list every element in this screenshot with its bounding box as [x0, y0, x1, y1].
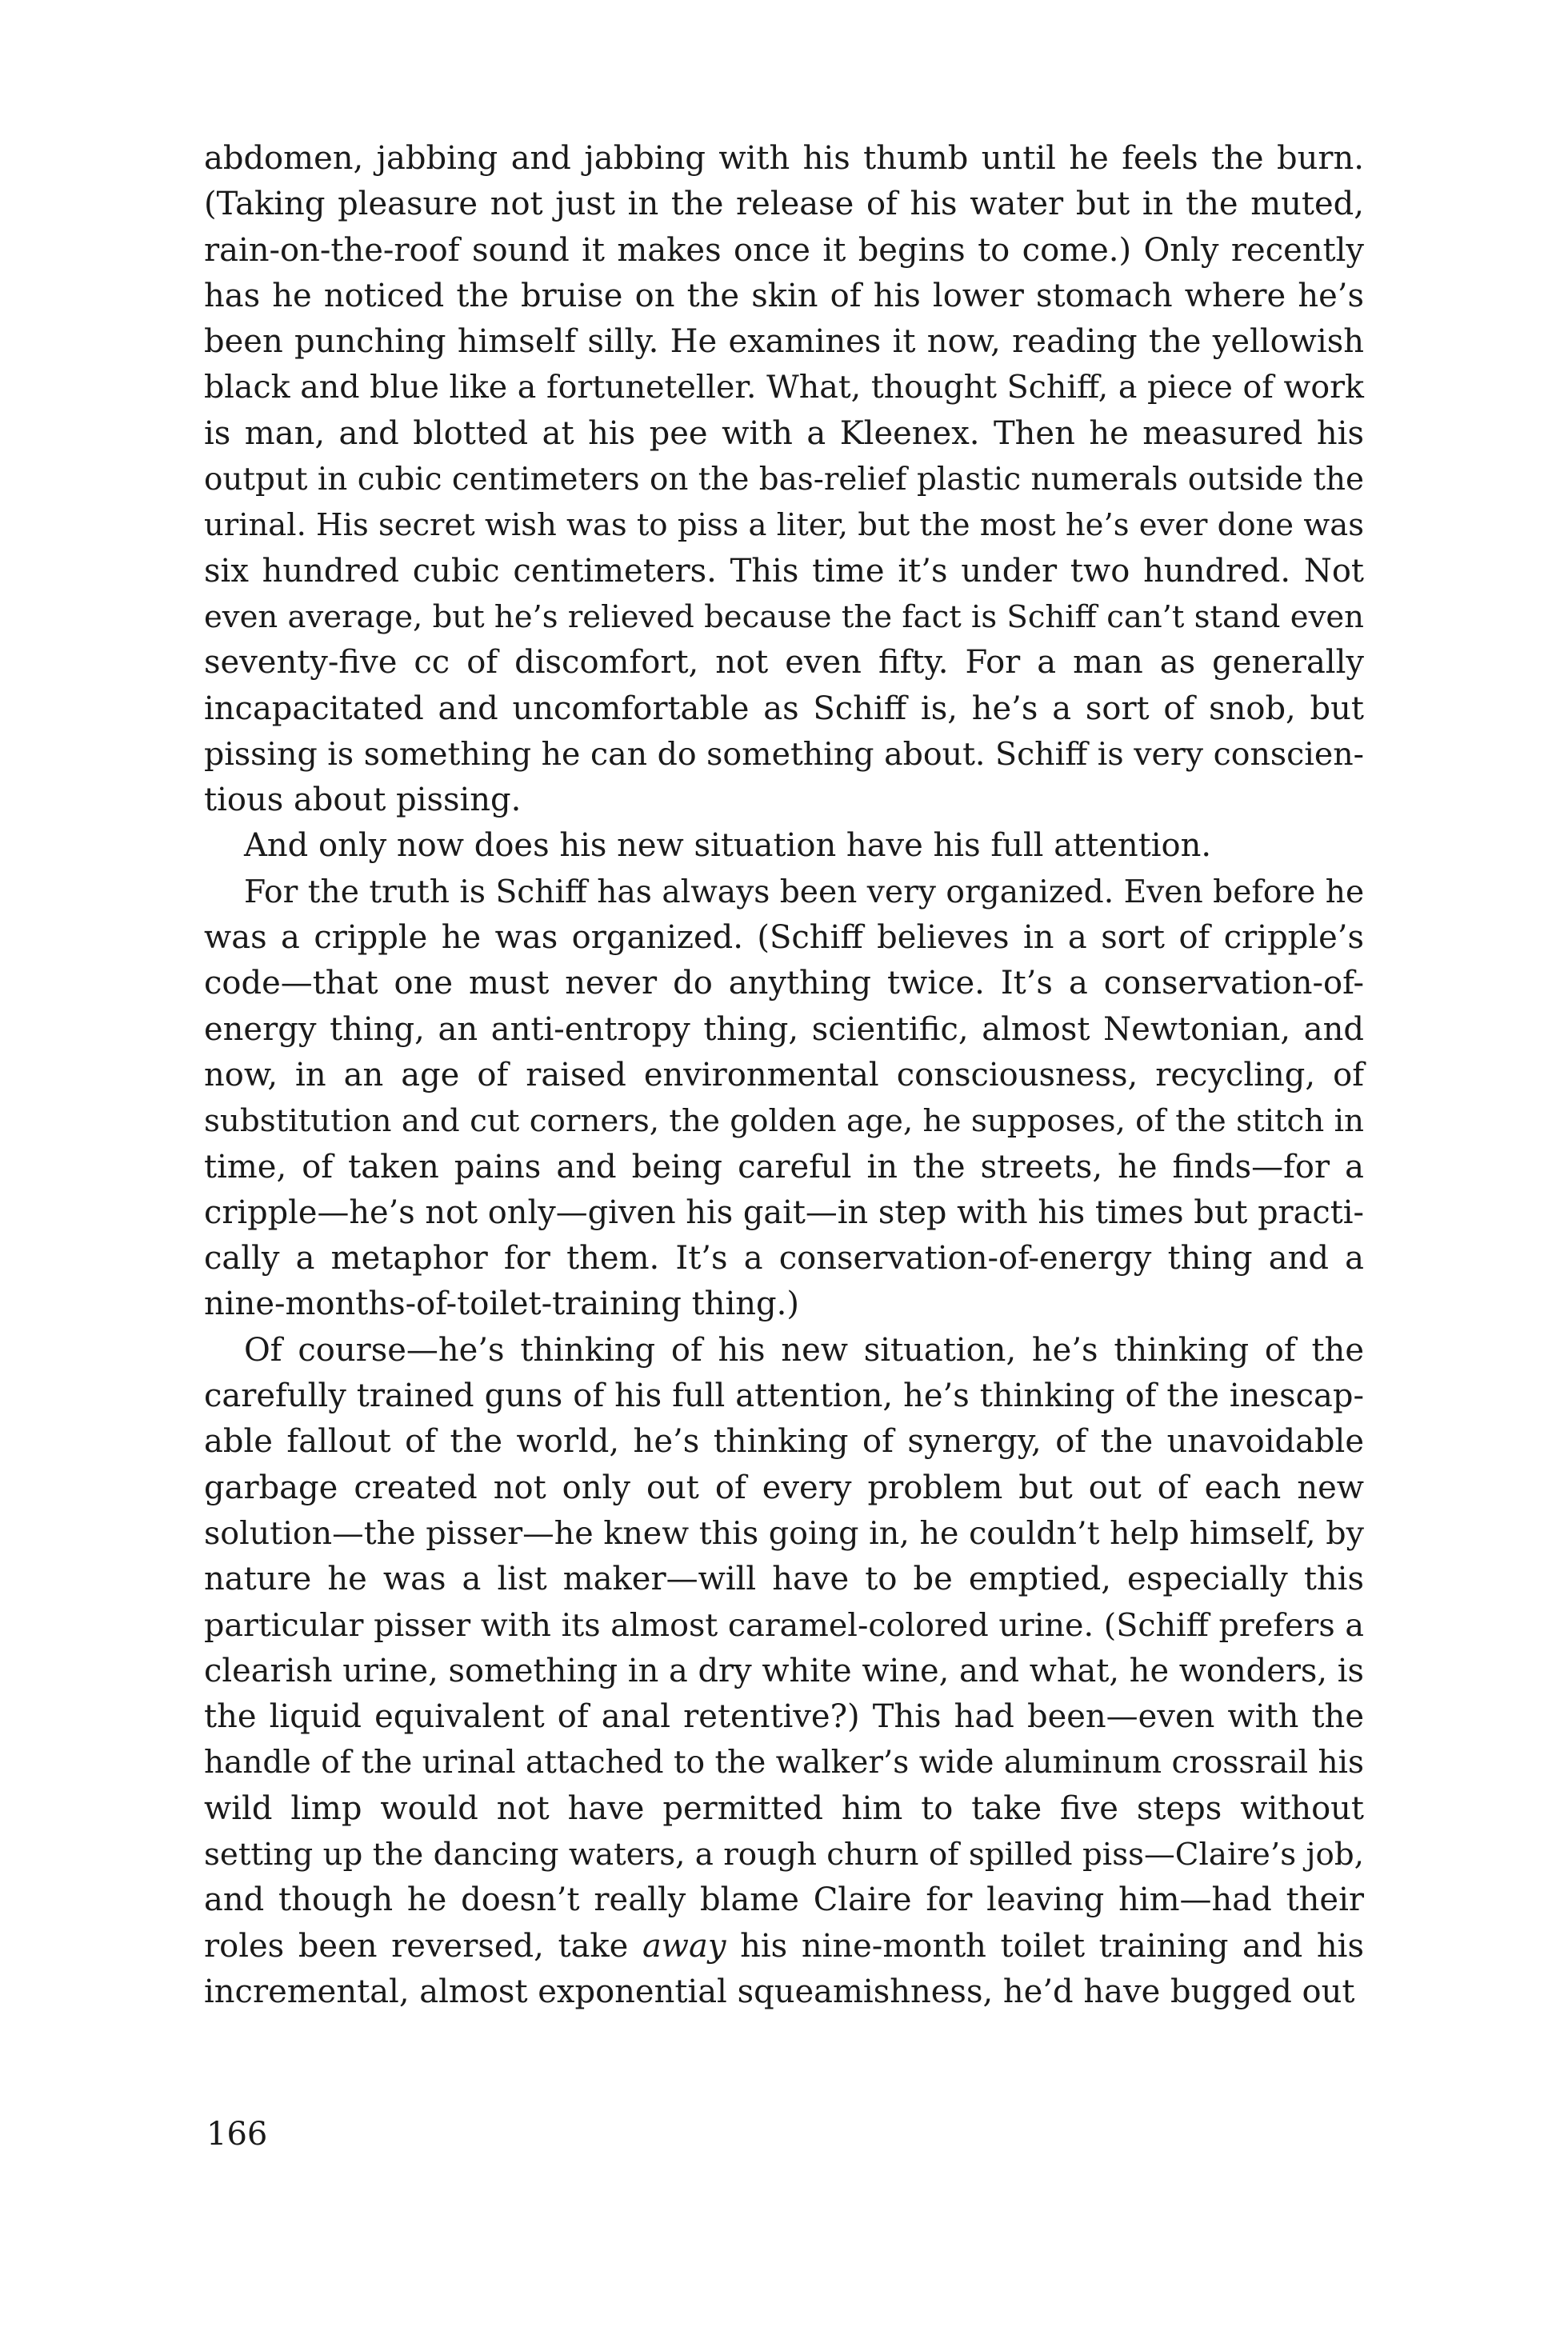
text-line: clearish urine, something in a dry white wine, and what, he wonders, is	[204, 1652, 1364, 1689]
text-line: been punching himself silly. He examines it now, reading the yellowish	[204, 323, 1364, 361]
text-line: setting up the dancing waters, a rough churn of spilled piss—Claire’s job,	[204, 1836, 1364, 1873]
text-line: garbage created not only out of every problem but out of each new	[204, 1469, 1364, 1506]
text-line: handle of the urinal attached to the walker’s wide aluminum crossrail his	[204, 1745, 1364, 1781]
text-line: black and blue like a fortuneteller. What, thought Schiff, a piece of work	[204, 369, 1364, 406]
text-line: rain-on-the-roof sound it makes once it begins to come.) Only recently	[204, 231, 1364, 269]
text-line: wild limp would not have permitted him to take five steps without	[204, 1789, 1364, 1827]
body-text	[204, 136, 1364, 2015]
text-line: six hundred cubic centimeters. This time it’s under two hundred. Not	[204, 552, 1364, 590]
text-line: nature he was a list maker—will have to be emptied, especially this	[204, 1561, 1364, 1598]
text-line: output in cubic centimeters on the bas-relief plastic numerals outside the	[204, 462, 1364, 498]
text-line: energy thing, an anti-entropy thing, scientific, almost Newtonian, and	[204, 1010, 1364, 1048]
paragraph	[204, 136, 1364, 823]
text-line: tious about pissing.	[204, 782, 522, 819]
text-line: abdomen, jabbing and jabbing with his thumb until he feels the burn.	[204, 140, 1364, 177]
text-line: was a cripple he was organized. (Schiff believes in a sort of cripple’s	[204, 919, 1364, 957]
text-line: carefully trained guns of his full attention, he’s thinking of the inescap-	[204, 1377, 1364, 1415]
text-line: particular pisser with its almost caramel-colored urine. (Schiff prefers a	[204, 1606, 1364, 1644]
text-line: code—that one must never do anything twice. It’s a conservation-of-	[204, 965, 1364, 1002]
text-line: even average, but he’s relieved because the fact is Schiff can’t stand even	[204, 598, 1364, 635]
page-number: 166	[206, 2116, 268, 2153]
text-line: substitution and cut corners, the golden age, he supposes, of the stitch in	[204, 1103, 1364, 1140]
text-line: Of course—he’s thinking of his new situation, he’s thinking of the	[244, 1331, 1364, 1369]
text-line: cripple—he’s not only—given his gait—in step with his times but practi-	[204, 1193, 1364, 1231]
text-line: For the truth is Schiff has always been very organized. Even before he	[244, 874, 1365, 910]
paragraph	[204, 823, 1364, 869]
text-line: solution—the pisser—he knew this going in, he couldn’t help himself, by	[204, 1514, 1364, 1552]
text-line: incremental, almost exponential squeamishness, he’d have bugged out	[204, 1973, 1355, 2010]
paragraph	[204, 1328, 1364, 2015]
text-line: pissing is something he can do something about. Schiff is very conscien-	[204, 735, 1364, 773]
text-line: seventy-five cc of discomfort, not even fifty. For a man as generally	[204, 644, 1364, 682]
paragraph	[204, 870, 1364, 1328]
text-line: now, in an age of raised environmental consciousness, recycling, of	[204, 1056, 1364, 1094]
text-line: incapacitated and uncomfortable as Schiff is, he’s a sort of snob, but	[204, 690, 1364, 727]
text-line: roles been reversed, take away his nine-month toilet training and his	[204, 1927, 1364, 1965]
text-line: the liquid equivalent of anal retentive?) This had been—even with the	[204, 1698, 1364, 1736]
text-line: and though he doesn’t really blame Claire for leaving him—had their	[204, 1881, 1364, 1919]
text-line: able fallout of the world, he’s thinking of synergy, of the unavoidable	[204, 1423, 1364, 1461]
text-line: time, of taken pains and being careful in the streets, he finds—for a	[204, 1148, 1364, 1185]
text-line: cally a metaphor for them. It’s a conservation-of-energy thing and a	[204, 1240, 1364, 1277]
text-line: urinal. His secret wish was to piss a liter, but the most he’s ever done was	[204, 507, 1364, 544]
text-line: is man, and blotted at his pee with a Kleenex. Then he measured his	[204, 414, 1364, 452]
text-line: And only now does his new situation have his full attention.	[244, 827, 1212, 865]
text-line: has he noticed the bruise on the skin of his lower stomach where he’s	[204, 277, 1364, 314]
text-line: (Taking pleasure not just in the release of his water but in the muted,	[204, 186, 1364, 223]
emphasis: away	[642, 1927, 726, 1965]
text-line: nine-months-of-toilet-training thing.)	[204, 1285, 799, 1323]
